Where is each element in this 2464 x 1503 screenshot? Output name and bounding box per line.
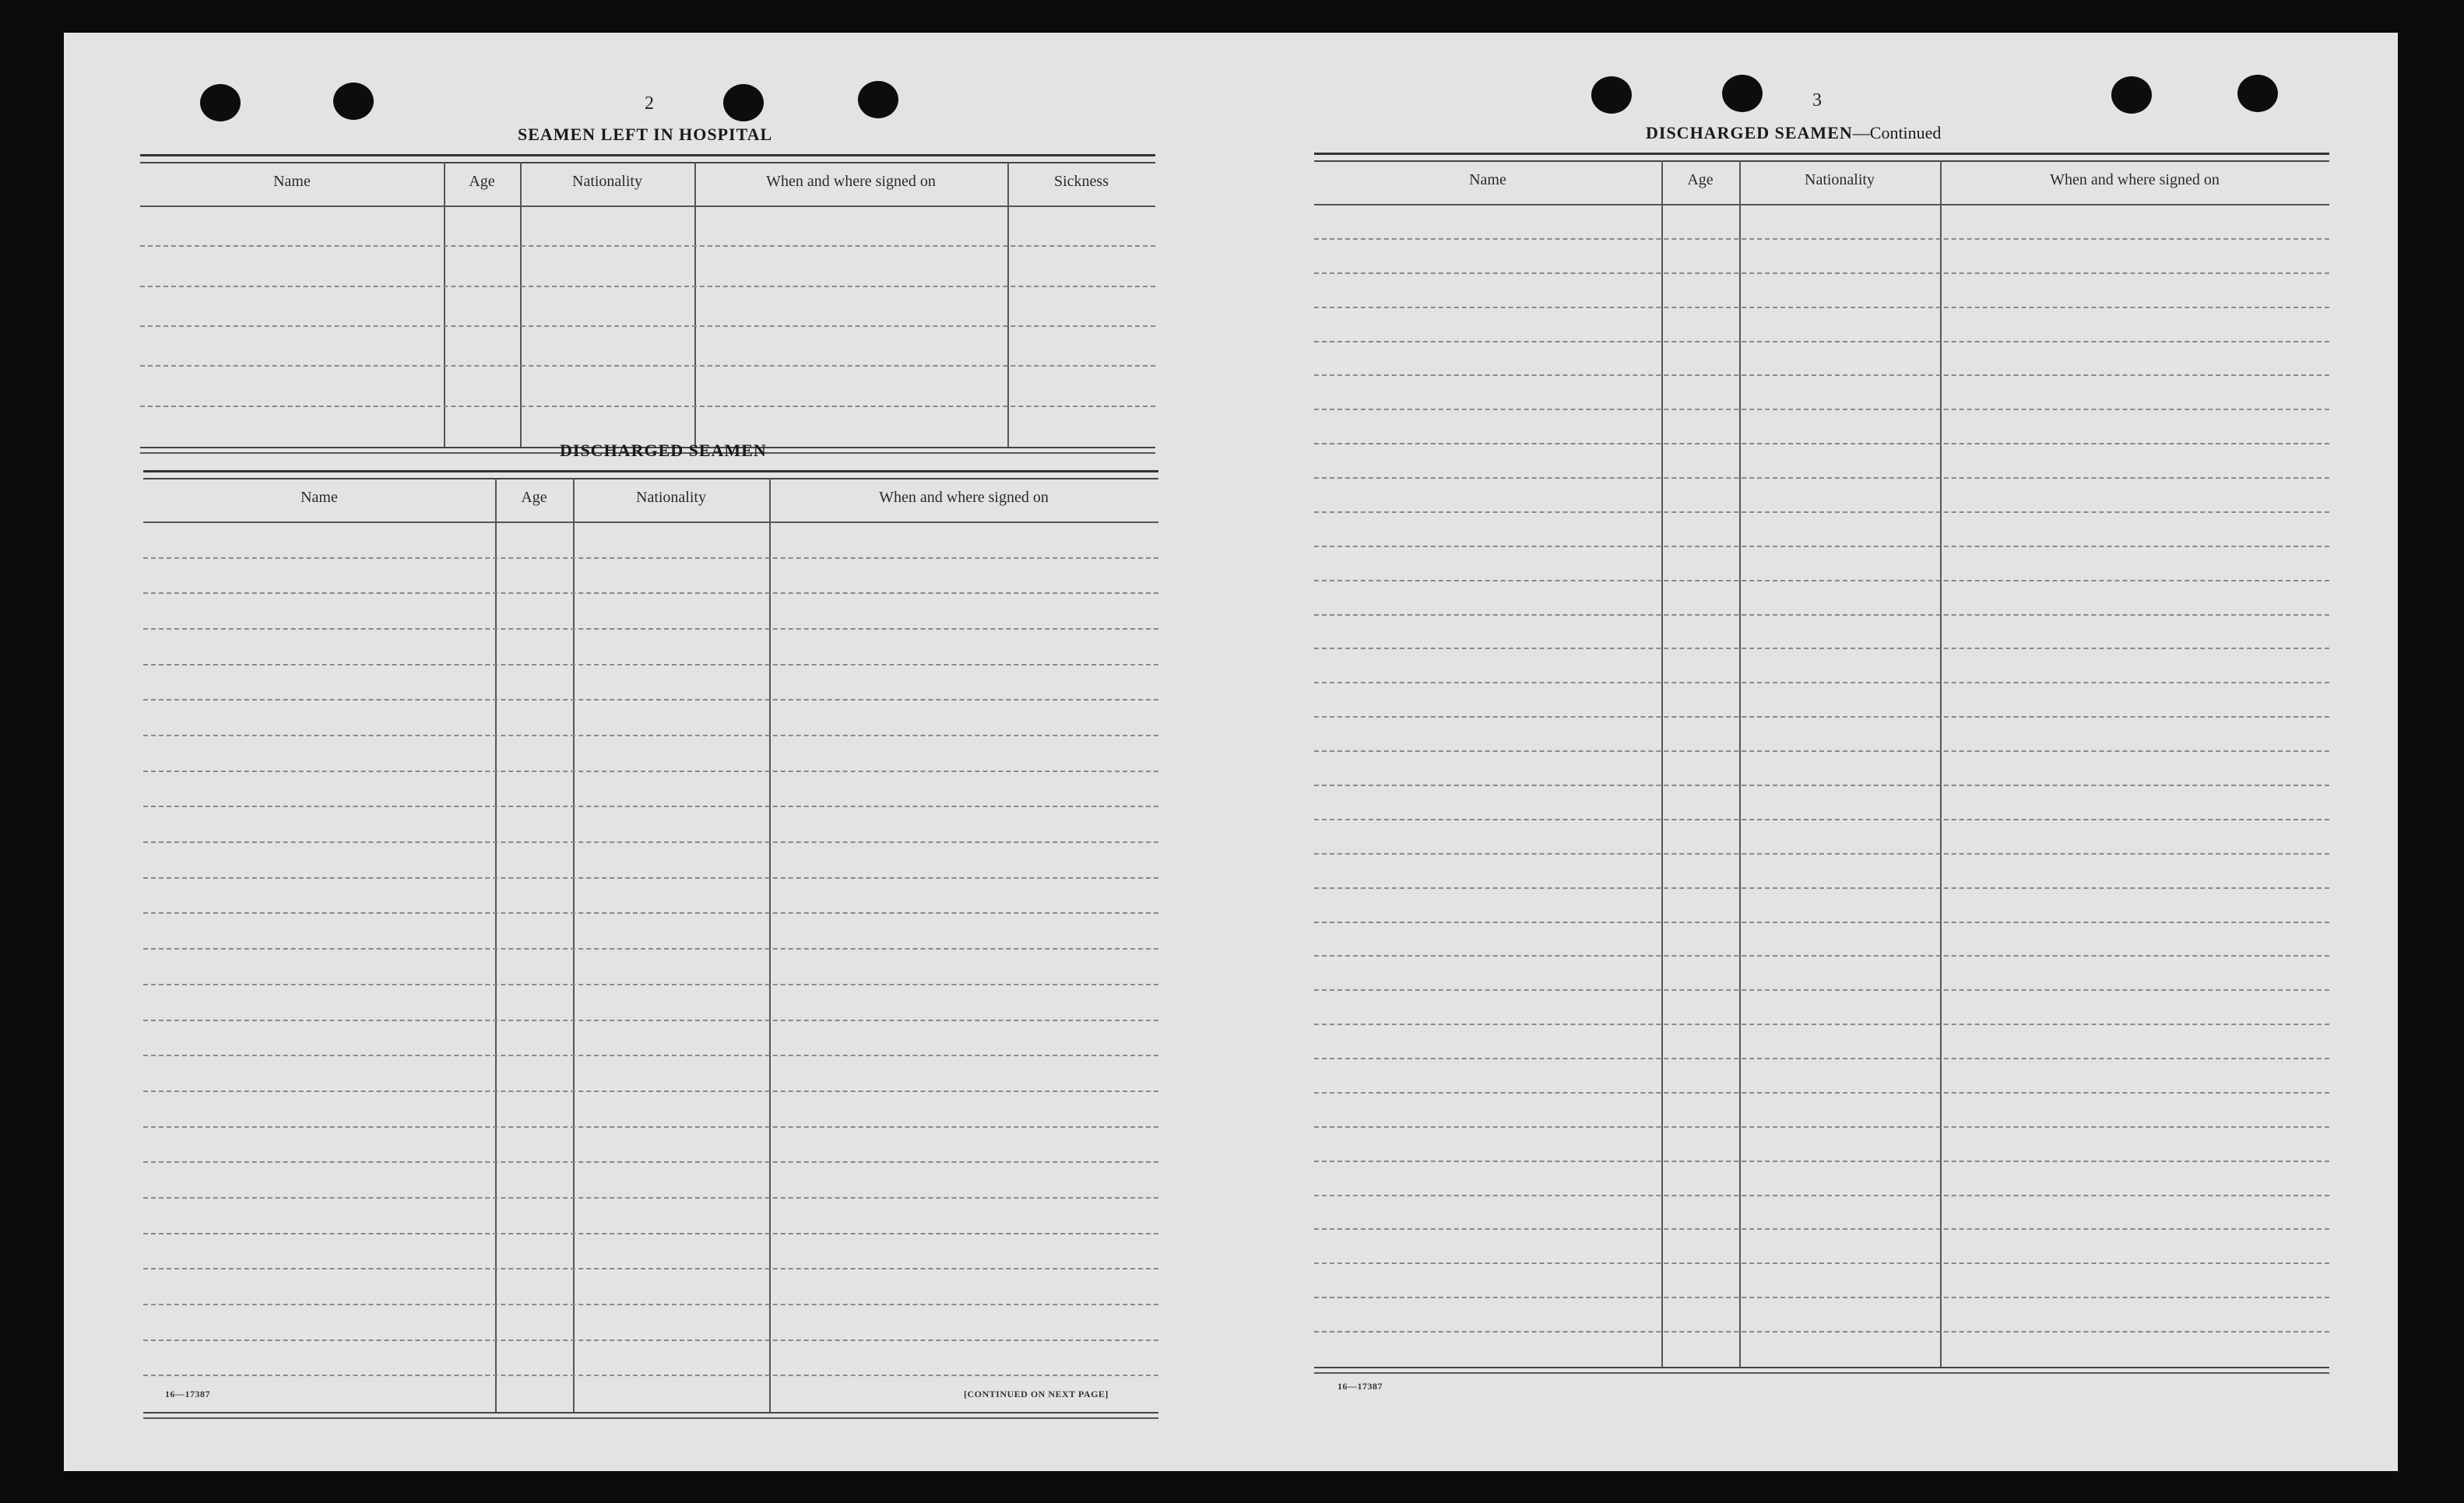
punch-hole-icon	[2237, 75, 2278, 112]
discharged-section-title-right	[1646, 123, 1941, 143]
table-row	[1314, 1092, 2329, 1094]
table-row	[143, 1161, 1158, 1163]
table-row	[1314, 1161, 2329, 1162]
table-row	[1314, 682, 2329, 683]
table-row	[1314, 853, 2329, 855]
table-row	[143, 1375, 1158, 1376]
table-top-rule	[1314, 153, 2329, 162]
column-divider	[573, 478, 575, 1413]
table-row	[143, 699, 1158, 701]
table-row	[143, 984, 1158, 985]
table-row	[143, 664, 1158, 665]
table-row	[140, 286, 1155, 287]
table-row	[143, 1304, 1158, 1305]
table-row	[1314, 922, 2329, 923]
table-row	[143, 1090, 1158, 1092]
punch-hole-icon	[1722, 75, 1763, 112]
hospital-table	[140, 154, 1155, 451]
column-header: When and where signed on	[766, 173, 936, 190]
table-row	[143, 1268, 1158, 1269]
table-row	[1314, 887, 2329, 889]
column-header: Age	[469, 173, 495, 190]
table-row	[1314, 785, 2329, 786]
column-header: Sickness	[1054, 173, 1109, 190]
punch-hole-icon	[200, 84, 241, 121]
table-row	[1314, 477, 2329, 479]
form-number-left: 16—17387	[165, 1389, 210, 1399]
page-number-right: 3	[1812, 90, 1822, 111]
column-header: Age	[1687, 171, 1714, 188]
table-row	[143, 1233, 1158, 1234]
column-divider	[769, 478, 771, 1413]
discharged-title-main: DISCHARGED SEAMEN	[1646, 123, 1853, 142]
table-row	[1314, 750, 2329, 752]
discharged-title-suffix: —Continued	[1852, 123, 1942, 142]
table-row	[1314, 819, 2329, 820]
discharged-table-left	[143, 470, 1158, 1417]
table-row	[140, 325, 1155, 327]
table-row	[1314, 238, 2329, 240]
table-row	[1314, 614, 2329, 616]
column-header: Age	[521, 489, 547, 506]
table-row	[1314, 716, 2329, 718]
table-top-rule	[140, 154, 1155, 163]
table-row	[1314, 1228, 2329, 1230]
table-row	[1314, 341, 2329, 342]
punch-hole-icon	[723, 84, 764, 121]
discharged-table-right	[1314, 153, 2329, 1371]
column-header: Name	[301, 489, 338, 506]
column-header: Nationality	[572, 173, 642, 190]
header-rule	[143, 521, 1158, 523]
header-rule	[1314, 204, 2329, 205]
table-row	[143, 628, 1158, 630]
punch-hole-icon	[2111, 76, 2152, 114]
punch-hole-icon	[1591, 76, 1632, 114]
table-row	[143, 1055, 1158, 1056]
table-bottom-rule	[1314, 1367, 2329, 1374]
table-row	[1314, 1297, 2329, 1298]
column-divider	[495, 478, 497, 1413]
table-row	[143, 557, 1158, 559]
table-row	[1314, 374, 2329, 376]
table-row	[1314, 1126, 2329, 1128]
table-row	[143, 592, 1158, 594]
form-sheet	[64, 33, 2398, 1471]
table-row	[1314, 1058, 2329, 1059]
table-row	[143, 948, 1158, 950]
table-row	[1314, 511, 2329, 513]
column-header: When and where signed on	[2050, 171, 2220, 188]
table-row	[1314, 955, 2329, 957]
column-header: Name	[1469, 171, 1506, 188]
table-row	[143, 1197, 1158, 1199]
table-row	[143, 841, 1158, 843]
table-top-rule	[143, 470, 1158, 479]
table-row	[1314, 1195, 2329, 1196]
table-row	[143, 877, 1158, 879]
form-number-right: 16—17387	[1337, 1381, 1383, 1392]
hospital-section-title: SEAMEN LEFT IN HOSPITAL	[518, 125, 773, 144]
punch-hole-icon	[333, 83, 374, 120]
table-row	[1314, 1331, 2329, 1333]
table-row	[143, 806, 1158, 807]
table-row	[1314, 580, 2329, 581]
table-row	[140, 245, 1155, 247]
table-row	[1314, 989, 2329, 991]
table-row	[140, 365, 1155, 367]
table-bottom-rule	[143, 1412, 1158, 1419]
table-row	[143, 771, 1158, 772]
table-row	[143, 912, 1158, 914]
table-row	[140, 406, 1155, 407]
page-number-left: 2	[645, 93, 654, 114]
punch-hole-icon	[858, 81, 898, 118]
table-row	[1314, 1262, 2329, 1264]
column-header: Nationality	[636, 489, 706, 506]
table-row	[1314, 272, 2329, 274]
table-row	[1314, 546, 2329, 547]
continued-note: [CONTINUED ON NEXT PAGE]	[964, 1389, 1109, 1399]
table-row	[1314, 648, 2329, 649]
column-header: Nationality	[1805, 171, 1875, 188]
column-header: Name	[273, 173, 311, 190]
column-header: When and where signed on	[879, 489, 1049, 506]
table-row	[1314, 1024, 2329, 1025]
header-rule	[140, 205, 1155, 207]
table-row	[143, 735, 1158, 736]
table-row	[143, 1126, 1158, 1128]
table-row	[1314, 409, 2329, 410]
table-row	[143, 1020, 1158, 1021]
discharged-section-title-left: DISCHARGED SEAMEN	[560, 441, 767, 460]
table-row	[1314, 443, 2329, 444]
table-row	[143, 1340, 1158, 1341]
table-row	[1314, 307, 2329, 308]
